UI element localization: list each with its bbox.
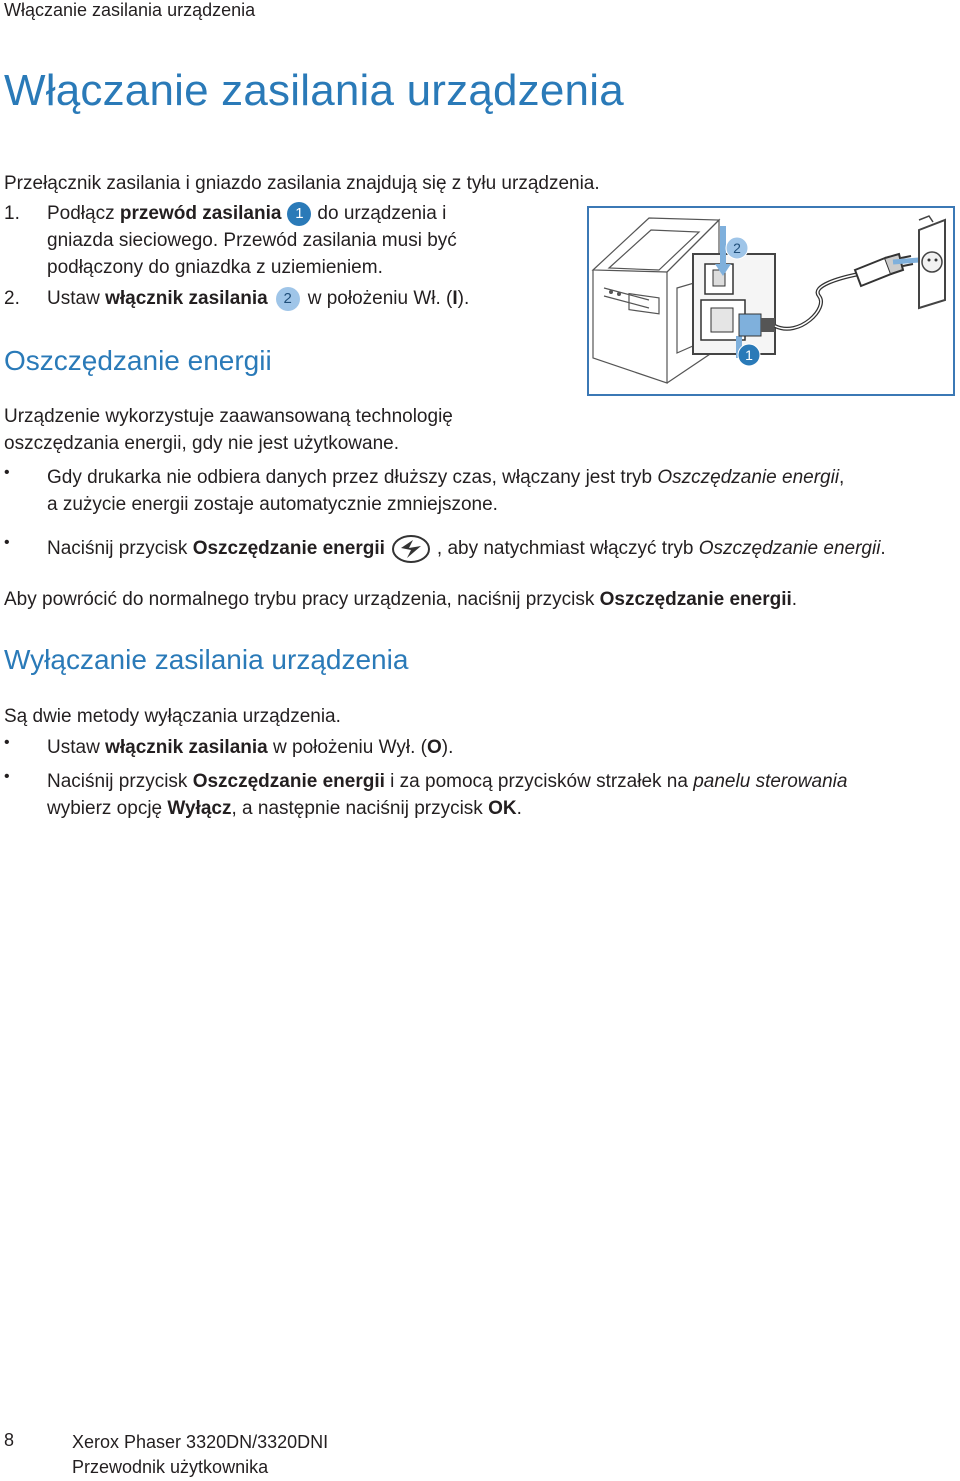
power-switch-label: włącznik zasilania	[105, 737, 268, 758]
off-symbol: O	[427, 737, 442, 758]
power-off-bullet-1	[0, 734, 950, 761]
step-text: do urządzenia i	[317, 203, 447, 224]
intro-text: Przełącznik zasilania i gniazdo zasilania znajdują się z tyłu urządzenia.	[4, 173, 600, 194]
power-switch-label: włącznik zasilania	[105, 288, 268, 309]
bullet-text: , a następnie naciśnij przycisk	[231, 798, 489, 819]
energy-bullet-1	[0, 464, 950, 518]
bullet-text: Ustaw	[47, 737, 106, 758]
printer-illustration	[589, 208, 953, 394]
bullet-text: wybierz opcję	[47, 798, 168, 819]
bullet-text: Naciśnij przycisk	[47, 538, 193, 560]
bullet-text: .	[516, 798, 522, 819]
step-number: 1.	[4, 203, 20, 224]
power-off-heading: Wyłączanie zasilania urządzenia	[4, 644, 409, 675]
button-name: Oszczędzanie energii	[192, 771, 385, 792]
energy-description	[4, 403, 604, 457]
power-connection-figure	[587, 206, 955, 396]
ok-button-name: OK	[488, 798, 517, 819]
control-panel-term: panelu sterowania	[693, 771, 848, 792]
guide-name: Przewodnik użytkownika	[72, 1457, 269, 1477]
step-number: 2.	[4, 288, 20, 309]
power-off-intro: Są dwie metody wyłączania urządzenia.	[4, 706, 341, 727]
power-cord-label: przewód zasilania	[119, 203, 282, 224]
bullet-text: Naciśnij przycisk	[47, 771, 193, 792]
power-off-bullet-2	[0, 768, 950, 822]
energy-text: oszczędzania energii, gdy nie jest użytkowane.	[4, 433, 400, 454]
page-title: Włączanie zasilania urządzenia	[4, 66, 624, 115]
bullet-text: ,	[839, 467, 845, 488]
callout-badge-2: 2	[276, 287, 300, 311]
figure-callout-2: 2	[733, 240, 741, 256]
running-header: Włączanie zasilania urządzenia	[4, 0, 256, 20]
bullet-text: , aby natychmiast włączyć tryb	[436, 538, 699, 560]
button-name: Oszczędzanie energii	[599, 589, 792, 610]
product-name: Xerox Phaser 3320DN/3320DNI	[72, 1432, 329, 1452]
step-2	[0, 285, 580, 312]
energy-bullet-2	[0, 534, 955, 564]
option-name: Wyłącz	[167, 798, 232, 819]
button-name: Oszczędzanie energii	[192, 538, 385, 560]
on-symbol: I	[452, 288, 458, 309]
bullet-text: ).	[441, 737, 454, 758]
return-text: Aby powrócić do normalnego trybu pracy urządzenia, naciśnij przycisk	[4, 589, 600, 610]
energy-heading: Oszczędzanie energii	[4, 345, 272, 376]
figure-callout-1: 1	[745, 347, 753, 363]
step-1	[0, 200, 580, 281]
callout-badge-1: 1	[287, 202, 311, 226]
step-text: w położeniu Wł. (	[307, 288, 453, 309]
bullet-text: i za pomocą przycisków strzałek na	[384, 771, 694, 792]
return-text: .	[791, 589, 798, 610]
step-text: ).	[457, 288, 470, 309]
bullet-text: Gdy drukarka nie odbiera danych przez dłuższy czas, włączany jest tryb	[47, 467, 658, 488]
mode-name: Oszczędzanie energii	[698, 538, 881, 560]
step-text: Podłącz	[47, 203, 120, 224]
mode-name: Oszczędzanie energii	[657, 467, 840, 488]
energy-text: Urządzenie wykorzystuje zaawansowaną technologię	[4, 406, 453, 427]
bullet-text: a zużycie energii zostaje automatycznie zmniejszone.	[47, 494, 498, 515]
page-number: 8	[4, 1430, 15, 1450]
bullet-text: w położeniu Wył. (	[267, 737, 427, 758]
bullet-text: .	[880, 538, 886, 560]
power-save-button-icon	[391, 534, 431, 564]
step-text: Ustaw	[47, 288, 106, 309]
footer-title	[72, 1430, 328, 1480]
step-text: podłączony do gniazdka z uziemieniem.	[47, 257, 383, 278]
step-text: gniazda sieciowego. Przewód zasilania musi być	[47, 230, 457, 251]
wall-socket-icon	[919, 216, 945, 308]
return-paragraph	[4, 586, 954, 613]
